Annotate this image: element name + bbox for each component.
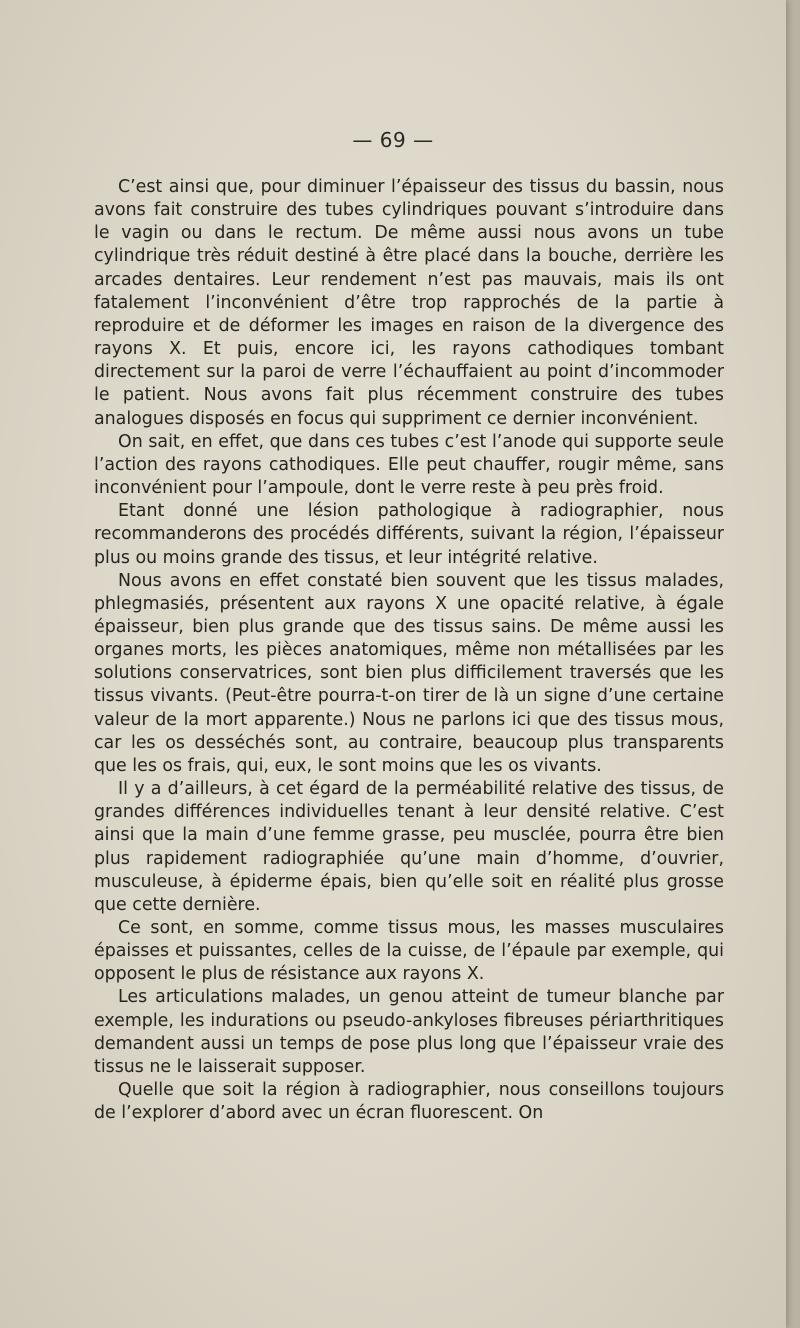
paragraph: Ce sont, en somme, comme tissus mous, les masses musculaires épaisses et puissantes, celles de la cuisse, de l’épaule par exemple, qui opposent le plus de résistance aux rayons X.	[94, 918, 724, 985]
body-text	[94, 176, 724, 1125]
paragraph: Les articulations malades, un genou atteint de tumeur blanche par exemple, les indurations ou pseudo-ankyloses fibreuses périarthritiques demandent aussi un temps de pose plus long que l’épaisseur vraie des tissus ne le laisserait supposer.	[94, 987, 724, 1077]
paragraph: Etant donné une lésion pathologique à radiographier, nous recommanderons des procédés différents, suivant la région, l’épaisseur plus ou moins grande des tissus, et leur intégrité relative.	[94, 501, 724, 568]
page-number: — 69 —	[352, 128, 434, 152]
paragraph: Quelle que soit la région à radiographier, nous conseillons toujours de l’explorer d’abord avec un écran fluorescent. On	[94, 1080, 724, 1124]
paragraph: C’est ainsi que, pour diminuer l’épaisseur des tissus du bassin, nous avons fait construire des tubes cylindriques pouvant s’introduire dans le vagin ou dans le rectum. De même aussi nous avons un tube cylindrique très réduit destiné à être placé dans la bouche, derrière les arcades dentaires. Leur rendement n’est pas mauvais, mais ils ont fatalement l’inconvénient d’être trop rapprochés de la partie à reproduire et de déformer les images en raison de la divergence des rayons X. Et puis, encore ici, les rayons cathodiques tombant directement sur la paroi de verre l’échauffaient au point d’incommoder le patient. Nous avons fait plus récemment construire des tubes analogues disposés en focus qui suppriment ce dernier inconvénient.	[94, 177, 724, 429]
paragraph: On sait, en effet, que dans ces tubes c’est l’anode qui supporte seule l’action des rayons cathodiques. Elle peut chauffer, rougir même, sans inconvénient pour l’ampoule, dont le verre reste à peu près froid.	[94, 431, 724, 499]
paragraph: Nous avons en effet constaté bien souvent que les tissus malades, phlegmasiés, présentent aux rayons X une opacité relative, à égale épaisseur, bien plus grande que des tissus sains. De même aussi les organes morts, les pièces anatomiques, même non métallisées par les solutions conservatrices, sont bien plus difficilement traversés que les tissus vivants. (Peut-être pourra-t-on tirer de là un signe d’une certaine valeur de la mort apparente.) Nous ne parlons ici que des tissus mous, car les os desséchés sont, au contraire, beaucoup plus transparents que les os frais, qui, eux, le sont moins que les os vivants.	[94, 570, 724, 776]
paragraph: Il y a d’ailleurs, à cet égard de la perméabilité relative des tissus, de grandes différences individuelles tenant à leur densité relative. C’est ainsi que la main d’une femme grasse, peu musclée, pourra être bien plus rapidement radiographiée qu’une main d’homme, d’ouvrier, musculeuse, à épiderme épais, bien qu’elle soit en réalité plus grosse que cette dernière.	[94, 779, 724, 915]
